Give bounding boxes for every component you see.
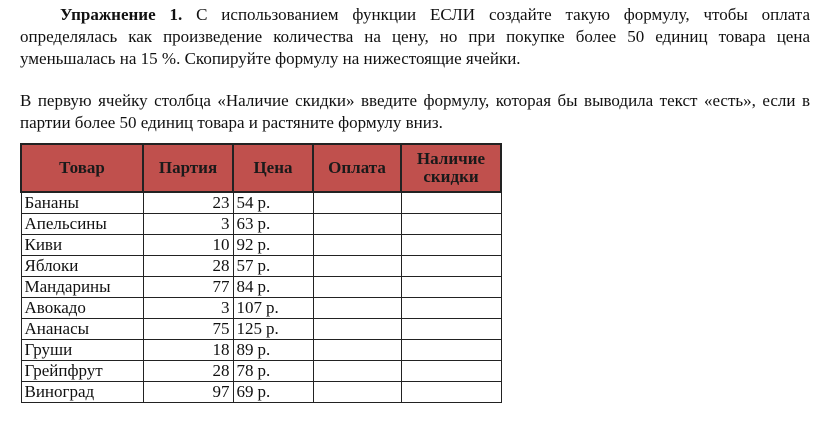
price-cell[interactable] [233, 256, 313, 277]
goods-table [20, 143, 502, 403]
discount-cell[interactable] [401, 340, 501, 361]
discount-cell[interactable] [401, 256, 501, 277]
price-cell[interactable] [233, 319, 313, 340]
table-header-row [21, 144, 501, 192]
item-cell[interactable]: Авокадо [21, 298, 143, 319]
price-value: 57 [236, 256, 254, 275]
payment-cell[interactable] [313, 256, 401, 277]
item-cell[interactable]: Апельсины [21, 214, 143, 235]
exercise-title: Упражнение 1. [60, 5, 183, 24]
table-row [21, 235, 501, 256]
price-cell[interactable] [233, 298, 313, 319]
header-item: Товар [21, 144, 143, 192]
price-unit: р. [257, 193, 271, 212]
price-cell[interactable] [233, 192, 313, 214]
qty-cell[interactable]: 28 [143, 256, 233, 277]
table-row [21, 382, 501, 403]
price-unit: р. [257, 361, 271, 380]
price-unit: р. [257, 256, 271, 275]
qty-cell[interactable]: 10 [143, 235, 233, 256]
item-cell[interactable]: Яблоки [21, 256, 143, 277]
table-row [21, 361, 501, 382]
price-cell[interactable] [233, 235, 313, 256]
payment-cell[interactable] [313, 277, 401, 298]
qty-cell[interactable]: 28 [143, 361, 233, 382]
discount-cell[interactable] [401, 382, 501, 403]
price-cell[interactable] [233, 340, 313, 361]
price-value: 125 [236, 319, 262, 338]
qty-cell[interactable]: 77 [143, 277, 233, 298]
header-price: Цена [233, 144, 313, 192]
price-value: 54 [236, 193, 254, 212]
table-row [21, 340, 501, 361]
discount-cell[interactable] [401, 235, 501, 256]
discount-cell[interactable] [401, 298, 501, 319]
qty-cell[interactable]: 3 [143, 298, 233, 319]
instruction-paragraph: В первую ячейку столбца «Наличие скидки» введите формулу, которая бы выводила текст «есть», если в партии более 50 единиц товара и растяните формулу вниз. [20, 91, 810, 132]
item-cell[interactable]: Киви [21, 235, 143, 256]
qty-cell[interactable]: 18 [143, 340, 233, 361]
payment-cell[interactable] [313, 235, 401, 256]
price-unit: р. [257, 340, 271, 359]
header-qty: Партия [143, 144, 233, 192]
qty-cell[interactable]: 23 [143, 192, 233, 214]
table-row [21, 319, 501, 340]
price-unit: р. [257, 277, 271, 296]
payment-cell[interactable] [313, 340, 401, 361]
price-value: 63 [236, 214, 254, 233]
exercise-paragraph [20, 4, 810, 70]
item-cell[interactable]: Виноград [21, 382, 143, 403]
price-value: 78 [236, 361, 254, 380]
item-cell[interactable]: Груши [21, 340, 143, 361]
item-cell[interactable]: Ананасы [21, 319, 143, 340]
price-unit: р. [257, 235, 271, 254]
discount-cell[interactable] [401, 319, 501, 340]
table-row [21, 256, 501, 277]
price-cell[interactable] [233, 361, 313, 382]
qty-cell[interactable]: 3 [143, 214, 233, 235]
header-discount: Наличие скидки [401, 144, 501, 192]
price-value: 92 [236, 235, 254, 254]
price-unit: р. [266, 319, 279, 338]
price-value: 69 [236, 382, 254, 401]
price-unit: р. [257, 214, 271, 233]
payment-cell[interactable] [313, 361, 401, 382]
discount-cell[interactable] [401, 361, 501, 382]
item-cell[interactable]: Бананы [21, 192, 143, 214]
table-row [21, 192, 501, 214]
table-row [21, 214, 501, 235]
qty-cell[interactable]: 75 [143, 319, 233, 340]
payment-cell[interactable] [313, 192, 401, 214]
price-unit: р. [266, 298, 279, 317]
price-unit: р. [257, 382, 271, 401]
item-cell[interactable]: Грейпфрут [21, 361, 143, 382]
price-cell[interactable] [233, 382, 313, 403]
table-row [21, 277, 501, 298]
payment-cell[interactable] [313, 319, 401, 340]
payment-cell[interactable] [313, 214, 401, 235]
price-cell[interactable] [233, 277, 313, 298]
discount-cell[interactable] [401, 214, 501, 235]
price-value: 89 [236, 340, 254, 359]
payment-cell[interactable] [313, 298, 401, 319]
price-value: 84 [236, 277, 254, 296]
price-value: 107 [236, 298, 262, 317]
exercise-text: С использованием функции ЕСЛИ создайте такую формулу, чтобы оплата определялась как произведение количества на цену, но при покупке более 50 единиц товара цена уменьшалась на 15 %. Скопируйте формулу на нижестоящие ячейки. [20, 5, 810, 68]
qty-cell[interactable]: 97 [143, 382, 233, 403]
header-payment: Оплата [313, 144, 401, 192]
discount-cell[interactable] [401, 277, 501, 298]
item-cell[interactable]: Мандарины [21, 277, 143, 298]
price-cell[interactable] [233, 214, 313, 235]
discount-cell[interactable] [401, 192, 501, 214]
payment-cell[interactable] [313, 382, 401, 403]
table-row [21, 298, 501, 319]
